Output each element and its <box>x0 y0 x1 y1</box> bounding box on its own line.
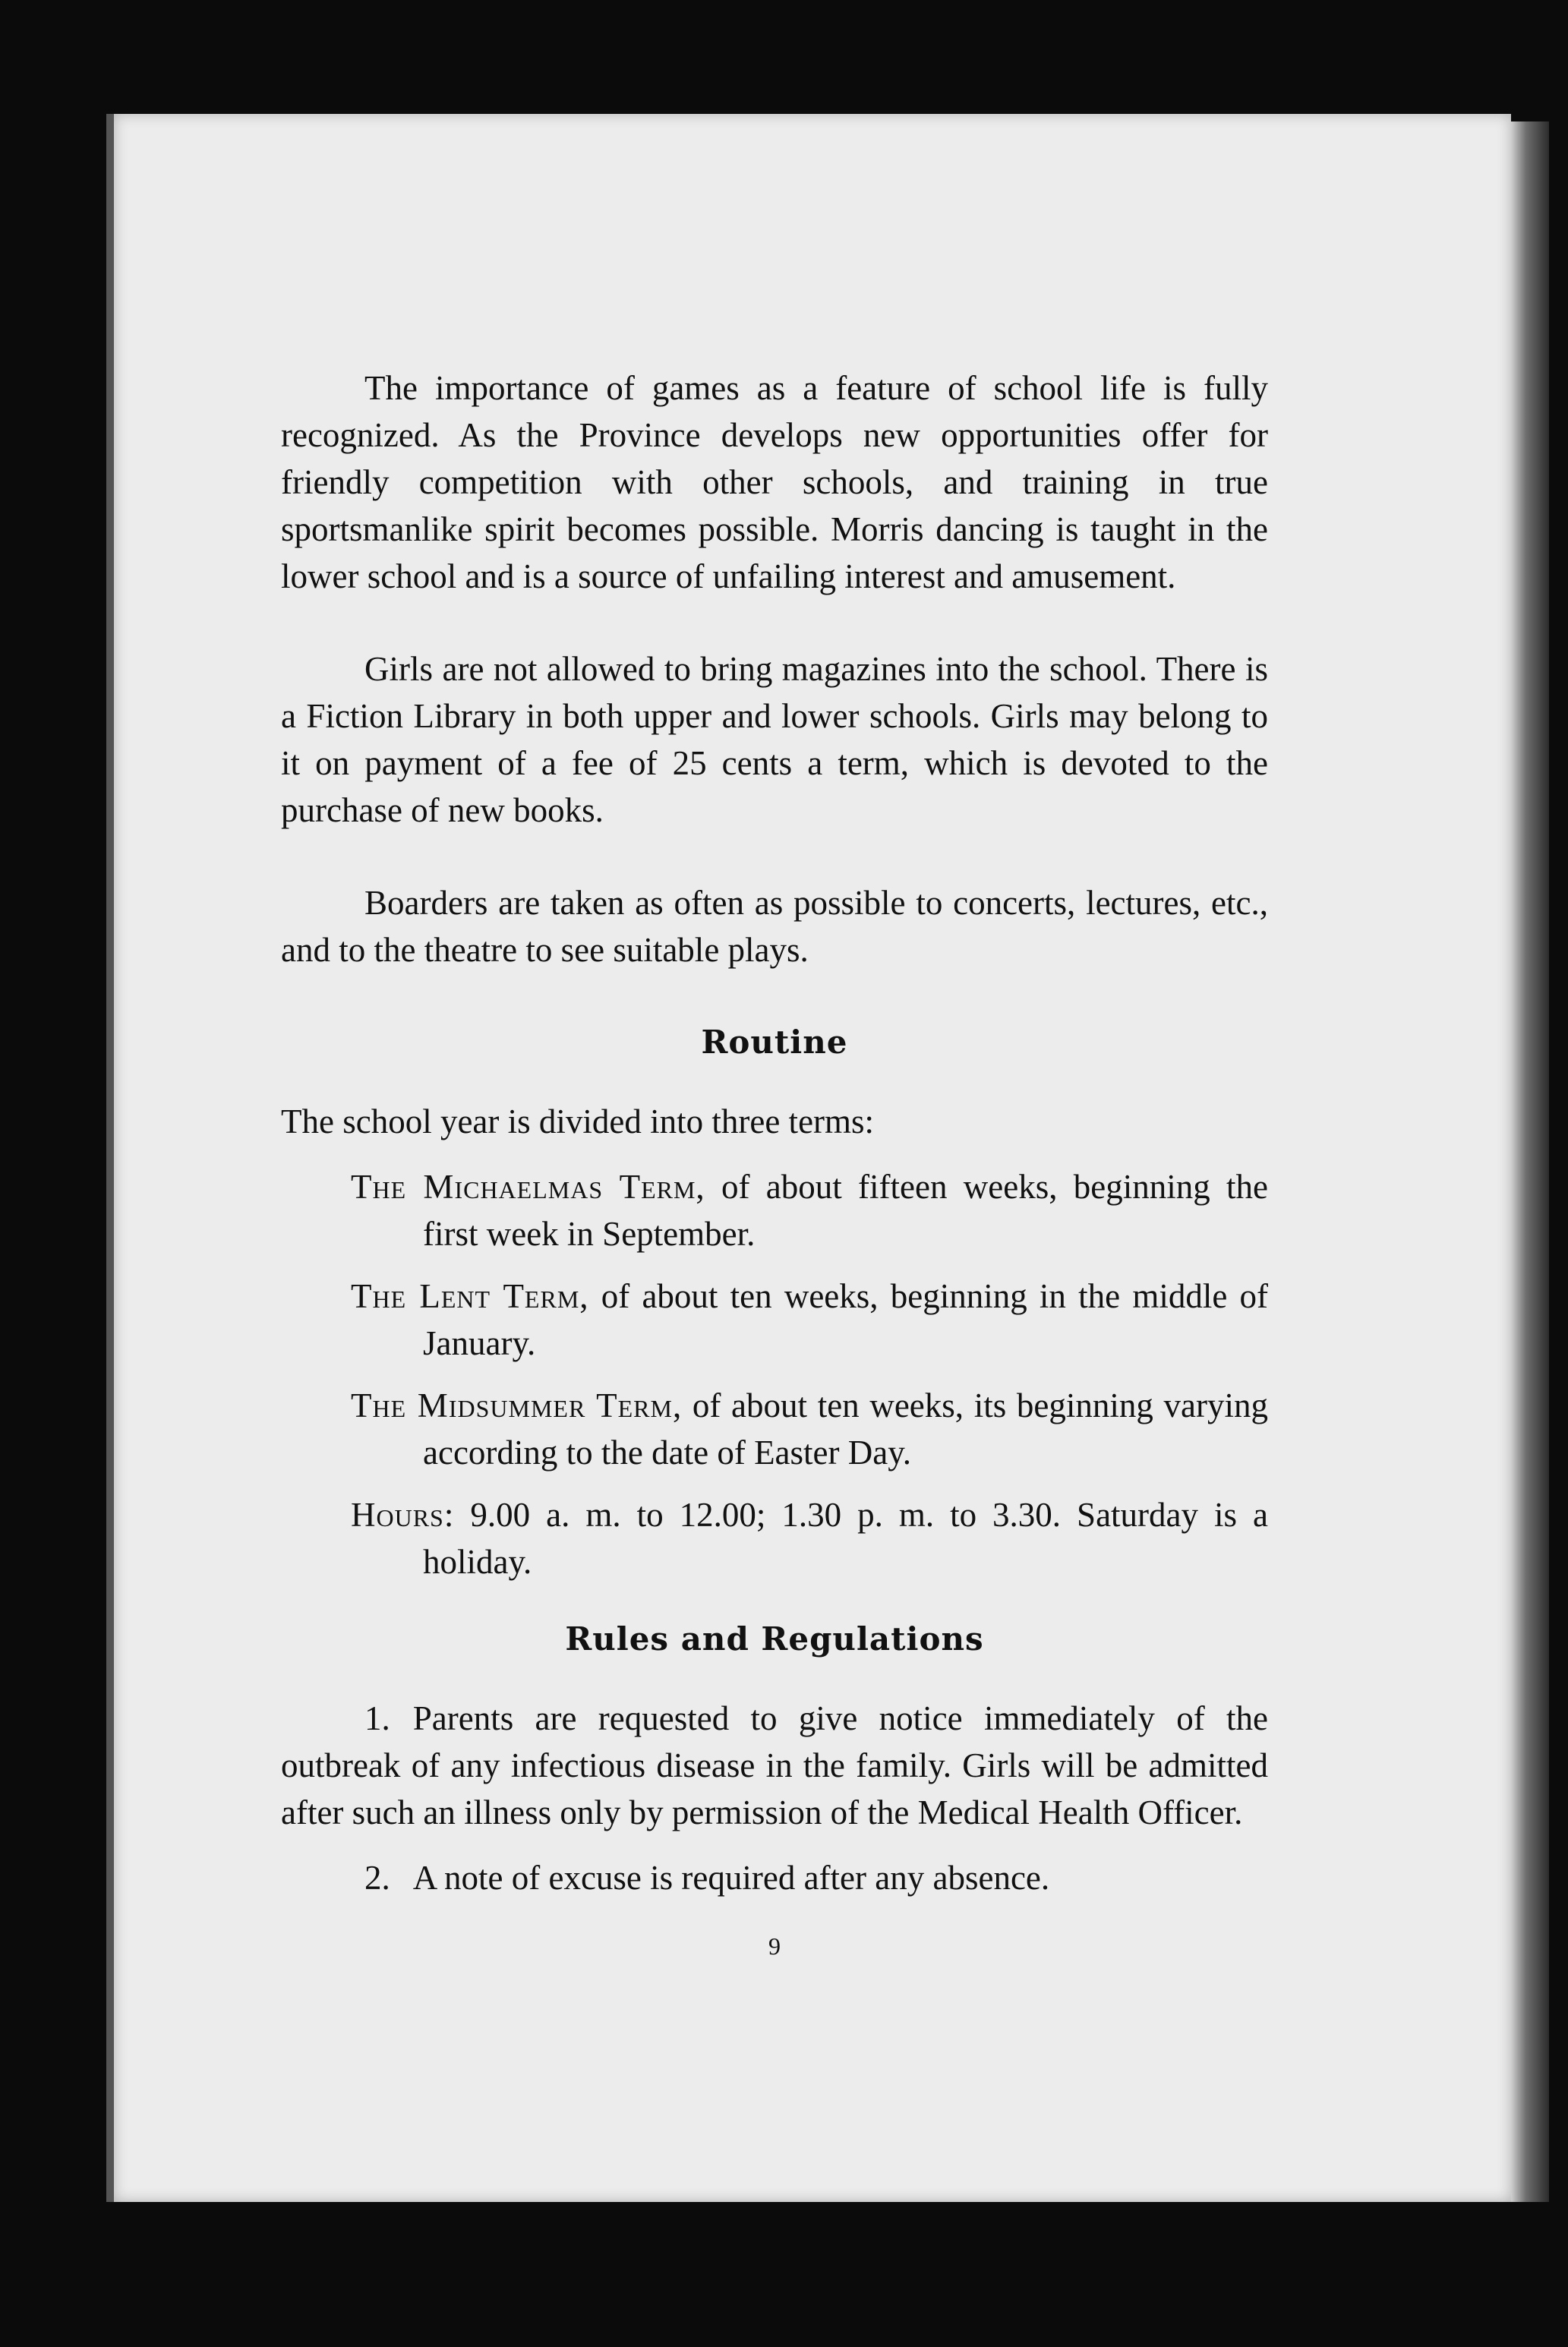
page-content <box>281 364 1268 1970</box>
paragraph-games: The importance of games as a feature of school life is fully recognized. As the Province develops new opportunities offer for friendly competition with other schools, and training in true sportsmanlike spirit becomes possible. Morris dancing is taught in the lower school and is a source of unfailing interest and amusement. <box>281 369 1268 595</box>
rule-item-2 <box>281 1854 1268 1901</box>
term-name: The Michaelmas Term, <box>351 1168 705 1206</box>
term-text: of about fifteen weeks, beginning the first week in September. <box>423 1168 1268 1253</box>
term-item-midsummer <box>351 1382 1268 1476</box>
rule-text: A note of excuse is required after any absence. <box>412 1859 1050 1897</box>
term-name: Hours: <box>351 1496 455 1534</box>
term-name: The Lent Term, <box>351 1277 589 1315</box>
term-text: 9.00 a. m. to 12.00; 1.30 p. m. to 3.30. Saturday is a holiday. <box>423 1496 1269 1581</box>
page-gutter <box>106 114 114 2202</box>
section-heading-rules: Rules and Regulations <box>565 1620 984 1658</box>
rule-number: 2. <box>364 1859 390 1897</box>
page-number: 9 <box>768 1932 781 1960</box>
page-edge <box>1511 121 1549 2202</box>
term-item-hours <box>351 1491 1268 1585</box>
rule-text: Parents are requested to give notice immediately of the outbreak of any infectious disease in the family. Girls will be admitted after such an illness only by permission of the Medical Health Officer. <box>281 1699 1268 1831</box>
paragraph-library: Girls are not allowed to bring magazines into the school. There is a Fiction Library in both upper and lower schools. Girls may belong to it on payment of a fee of 25 cents a term, which is devoted to the purchase of new books. <box>281 650 1268 829</box>
routine-intro: The school year is divided into three terms: <box>281 1103 875 1140</box>
term-item-michaelmas <box>351 1163 1268 1257</box>
term-item-lent <box>351 1273 1268 1367</box>
section-heading-routine: Routine <box>701 1024 848 1061</box>
rule-number: 1. <box>364 1699 390 1737</box>
term-text: of about ten weeks, its beginning varying according to the date of Easter Day. <box>423 1386 1268 1472</box>
term-text: of about ten weeks, beginning in the middle of January. <box>423 1277 1268 1362</box>
paragraph-boarders: Boarders are taken as often as possible to concerts, lectures, etc., and to the theatre to see suitable plays. <box>281 884 1268 969</box>
rule-item-1 <box>281 1695 1268 1836</box>
term-name: The Midsummer Term, <box>351 1386 683 1424</box>
